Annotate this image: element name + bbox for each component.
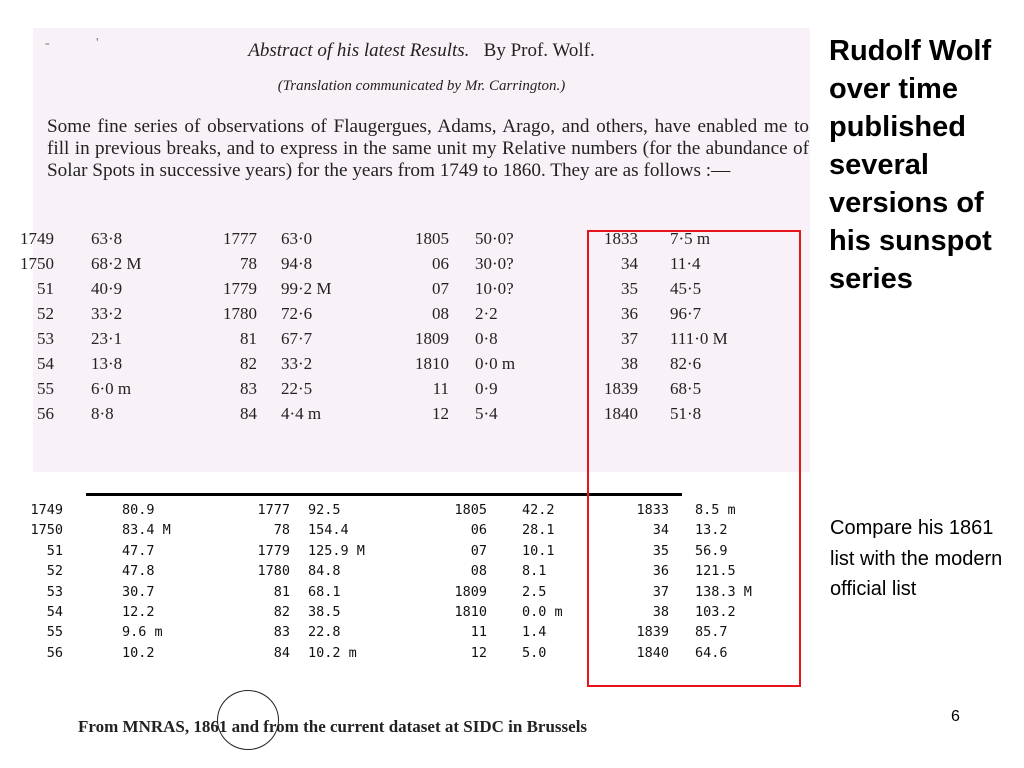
value-cell: 10·0? xyxy=(475,279,514,298)
value-cell: 50·0? xyxy=(475,229,514,248)
year-cell: 1833 xyxy=(636,502,669,518)
year-cell: 1750 xyxy=(30,522,63,539)
year-cell: 84 xyxy=(273,644,290,661)
year-cell: 34 xyxy=(652,522,669,539)
value-cell: 30.7 xyxy=(122,583,155,600)
value-cell: 154.4 xyxy=(308,522,349,539)
value-cell: 38.5 xyxy=(308,603,341,620)
value-cell: 56.9 xyxy=(695,542,728,559)
value-cell: 99·2 M xyxy=(281,279,332,298)
year-cell: 11 xyxy=(432,379,449,398)
year-cell: 1805 xyxy=(415,229,449,248)
value-cell: 72·6 xyxy=(281,304,313,323)
scan-title xyxy=(33,40,810,62)
value-cell: 84.8 xyxy=(308,563,341,580)
year-cell: 1839 xyxy=(636,624,669,641)
scan-title-italic: Abstract of his latest Results. xyxy=(248,40,470,61)
value-cell: 68·5 xyxy=(670,379,702,398)
highlight-circle xyxy=(217,690,279,750)
highlight-box xyxy=(587,230,801,687)
value-cell: 5·4 xyxy=(475,404,498,423)
value-cell: 42.2 xyxy=(522,502,555,518)
year-cell: 12 xyxy=(432,404,449,423)
value-cell: 30·0? xyxy=(475,254,514,273)
year-cell: 1749 xyxy=(30,502,63,518)
value-cell: 22·5 xyxy=(281,379,313,398)
year-cell: 1809 xyxy=(415,329,449,348)
year-cell: 08 xyxy=(470,563,487,580)
year-cell: 1780 xyxy=(257,563,290,580)
year-cell: 35 xyxy=(652,542,669,559)
year-cell: 55 xyxy=(37,379,54,398)
value-cell: 8.1 xyxy=(522,563,547,580)
value-cell: 67·7 xyxy=(281,329,313,348)
year-cell: 51 xyxy=(46,542,63,559)
year-cell: 36 xyxy=(652,563,669,580)
value-cell: 45·5 xyxy=(670,279,702,298)
year-cell: 78 xyxy=(273,522,290,539)
value-cell: 7·5 m xyxy=(670,229,711,248)
year-cell: 54 xyxy=(37,354,54,373)
year-cell: 82 xyxy=(240,354,257,373)
year-cell: 1749 xyxy=(20,229,54,248)
year-cell: 1750 xyxy=(20,254,54,273)
value-cell: 22.8 xyxy=(308,624,341,641)
year-cell: 35 xyxy=(621,279,638,298)
year-cell: 82 xyxy=(273,603,290,620)
year-cell: 53 xyxy=(37,329,54,348)
value-cell: 6·0 m xyxy=(91,379,132,398)
value-cell: 33·2 xyxy=(91,304,123,323)
value-cell: 92.5 xyxy=(308,502,341,518)
value-cell: 47.7 xyxy=(122,542,155,559)
year-cell: 1780 xyxy=(223,304,257,323)
value-cell: 13.2 xyxy=(695,522,728,539)
year-cell: 11 xyxy=(470,624,487,641)
year-cell: 1833 xyxy=(604,229,638,248)
value-cell: 13·8 xyxy=(91,354,123,373)
value-cell: 40·9 xyxy=(91,279,123,298)
slide-note: Compare his 1861 list with the modern official list xyxy=(830,517,1003,600)
value-cell: 4·4 m xyxy=(281,404,322,423)
value-cell: 82·6 xyxy=(670,354,702,373)
value-cell: 47.8 xyxy=(122,563,155,580)
year-cell: 1779 xyxy=(223,279,257,298)
value-cell: 11·4 xyxy=(670,254,701,273)
value-cell: 0·0 m xyxy=(475,354,516,373)
year-cell: 53 xyxy=(46,583,63,600)
value-cell: 23·1 xyxy=(91,329,123,348)
value-cell: 10.2 xyxy=(122,644,155,661)
year-cell: 34 xyxy=(621,254,638,273)
value-cell: 2·2 xyxy=(475,304,498,323)
value-cell: 1.4 xyxy=(522,624,547,641)
scan-mark: ' xyxy=(96,36,99,51)
year-cell: 1810 xyxy=(415,354,449,373)
value-cell: 83.4 M xyxy=(122,522,171,539)
value-cell: 96·7 xyxy=(670,304,702,323)
year-cell: 08 xyxy=(432,304,449,323)
year-cell: 81 xyxy=(273,583,290,600)
value-cell: 64.6 xyxy=(695,644,728,661)
year-cell: 06 xyxy=(432,254,449,273)
value-cell: 10.2 m xyxy=(308,644,357,661)
scan-mark: - xyxy=(45,36,50,51)
year-cell: 52 xyxy=(37,304,54,323)
source-caption: From MNRAS, 1861 and from the current dataset at SIDC in Brussels xyxy=(78,717,588,736)
value-cell: 0·8 xyxy=(475,329,498,348)
year-cell: 1777 xyxy=(257,502,290,518)
value-cell: 12.2 xyxy=(122,603,155,620)
value-cell: 138.3 M xyxy=(695,583,752,600)
year-cell: 1809 xyxy=(454,583,487,600)
year-cell: 83 xyxy=(240,379,257,398)
value-cell: 121.5 xyxy=(695,563,736,580)
value-cell: 28.1 xyxy=(522,522,555,539)
value-cell: 68.1 xyxy=(308,583,341,600)
page-number: 6 xyxy=(951,708,960,725)
value-cell: 5.0 xyxy=(522,644,547,661)
year-cell: 84 xyxy=(240,404,257,423)
value-cell: 8·8 xyxy=(91,404,114,423)
value-cell: 103.2 xyxy=(695,603,736,620)
value-cell: 0·9 xyxy=(475,379,498,398)
year-cell: 1840 xyxy=(636,644,669,661)
year-cell: 55 xyxy=(46,624,63,641)
year-cell: 37 xyxy=(621,329,638,348)
slide-headline: Rudolf Wolf over time published several versions of his sunspot series xyxy=(829,35,992,295)
value-cell: 8.5 m xyxy=(695,502,736,518)
year-cell: 54 xyxy=(46,603,63,620)
year-cell: 83 xyxy=(273,624,290,641)
value-cell: 125.9 M xyxy=(308,542,365,559)
value-cell: 63·8 xyxy=(91,229,123,248)
year-cell: 1777 xyxy=(223,229,257,248)
year-cell: 1840 xyxy=(604,404,638,423)
value-cell: 10.1 xyxy=(522,542,555,559)
scan-title-author: By Prof. Wolf. xyxy=(483,40,595,61)
value-cell: 33·2 xyxy=(281,354,313,373)
year-cell: 06 xyxy=(470,522,487,539)
year-cell: 1810 xyxy=(454,603,487,620)
year-cell: 51 xyxy=(37,279,54,298)
value-cell: 80.9 xyxy=(122,502,155,518)
value-cell: 0.0 m xyxy=(522,603,563,620)
year-cell: 12 xyxy=(470,644,487,661)
value-cell: 2.5 xyxy=(522,583,547,600)
year-cell: 38 xyxy=(652,603,669,620)
value-cell: 111·0 M xyxy=(670,329,728,348)
value-cell: 51·8 xyxy=(670,404,702,423)
value-cell: 9.6 m xyxy=(122,624,163,641)
year-cell: 1839 xyxy=(604,379,638,398)
scan-subtitle: (Translation communicated by Mr. Carrington.) xyxy=(277,78,566,94)
year-cell: 78 xyxy=(240,254,257,273)
year-cell: 56 xyxy=(37,404,54,423)
year-cell: 1779 xyxy=(257,542,290,559)
year-cell: 07 xyxy=(470,542,487,559)
year-cell: 56 xyxy=(46,644,63,661)
year-cell: 1805 xyxy=(454,502,487,518)
value-cell: 85.7 xyxy=(695,624,728,641)
year-cell: 07 xyxy=(432,279,449,298)
value-cell: 68·2 M xyxy=(91,254,142,273)
year-cell: 38 xyxy=(621,354,638,373)
value-cell: 63·0 xyxy=(281,229,313,248)
year-cell: 36 xyxy=(621,304,638,323)
value-cell: 94·8 xyxy=(281,254,313,273)
year-cell: 37 xyxy=(652,583,669,600)
year-cell: 81 xyxy=(240,329,257,348)
scan-paragraph: Some fine series of observations of Flaugergues, Adams, Arago, and others, have enabled me to fill in previous breaks, and to express in the same unit my Relative numbers (for the abundance of Solar Spots in successive years) for the years from 1749 to 1860. They are as follows :— xyxy=(47,116,809,181)
year-cell: 52 xyxy=(46,563,63,580)
